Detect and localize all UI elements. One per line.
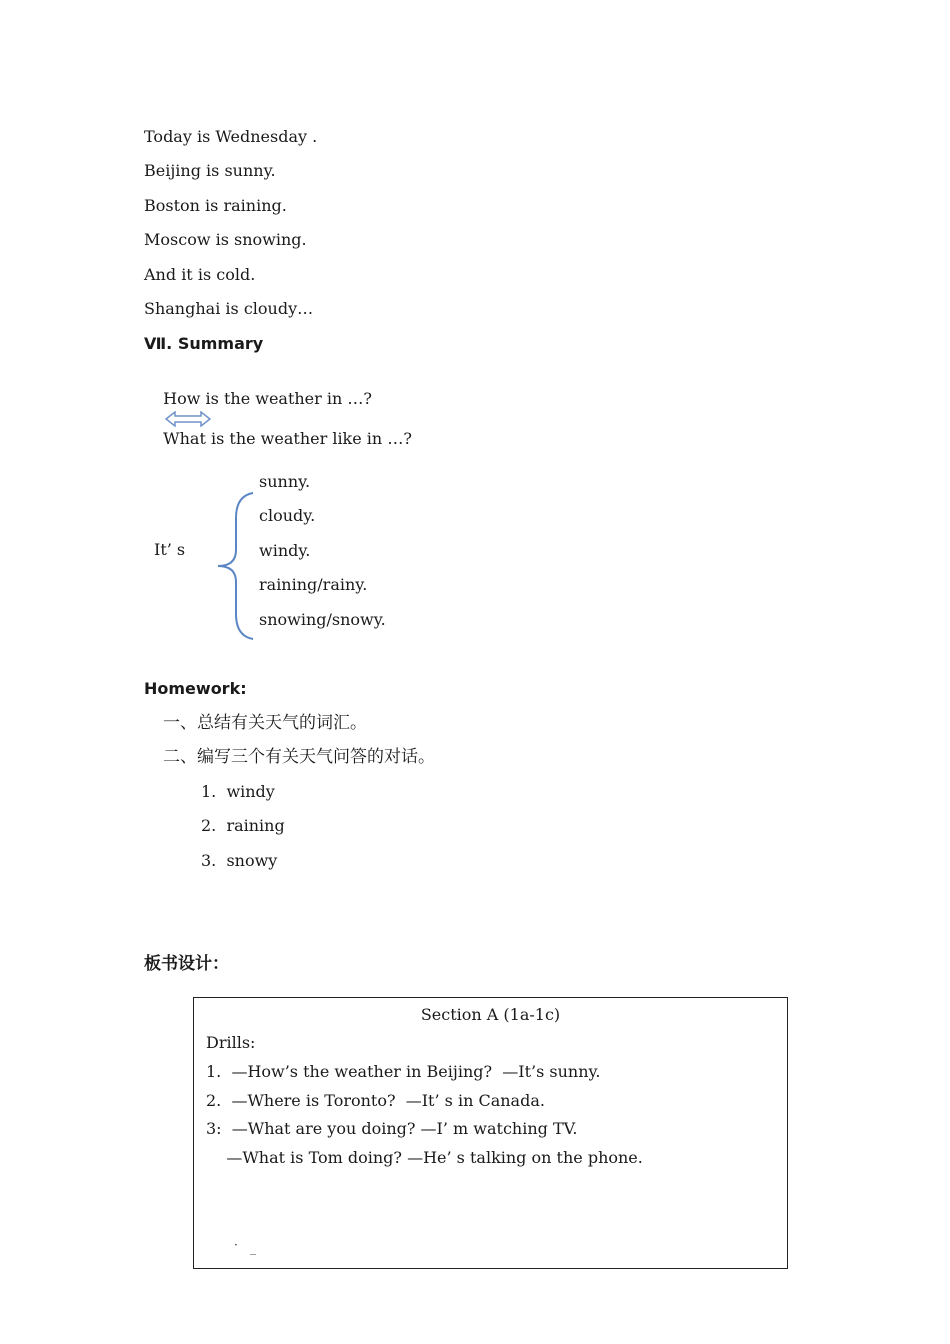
homework-item: 二、编写三个有关天气问答的对话。	[163, 747, 435, 767]
summary-left-question: How is the weather in …?	[163, 388, 372, 408]
passage-line: Today is Wednesday .	[144, 127, 318, 146]
homework-heading: Homework:	[144, 679, 247, 698]
weather-option: snowing/snowy.	[259, 610, 386, 629]
board-title: Section A (1a-1c)	[420, 1005, 561, 1024]
weather-option: windy.	[259, 541, 311, 560]
homework-item: 一、总结有关天气的词汇。	[163, 713, 367, 733]
passage-line: Shanghai is cloudy…	[144, 299, 314, 318]
numbered-item: 3. snowy	[201, 851, 278, 870]
stray-mark: ‾	[250, 1252, 256, 1266]
passage-line: And it is cold.	[144, 265, 256, 284]
summary-right-question: What is the weather like in …?	[163, 429, 412, 448]
its-lead: It’ s	[154, 540, 186, 559]
board-line: Drills:	[206, 1033, 256, 1052]
weather-option: sunny.	[259, 472, 311, 491]
board-line: 2. —Where is Toronto? —It’ s in Canada.	[206, 1091, 545, 1110]
board-line: 1. —How’s the weather in Beijing? —It’s sunny.	[206, 1062, 601, 1081]
weather-option: cloudy.	[259, 506, 316, 525]
numbered-item: 1. windy	[201, 782, 275, 801]
board-line: —What is Tom doing? —He’ s talking on the phone.	[206, 1148, 643, 1167]
board-line: 3: —What are you doing? —I’ m watching TV.	[206, 1119, 578, 1138]
weather-option: raining/rainy.	[259, 575, 368, 594]
passage-line: Beijing is sunny.	[144, 161, 276, 180]
stray-mark: ·	[234, 1238, 238, 1252]
passage-line: Boston is raining.	[144, 196, 287, 215]
board-box	[193, 997, 788, 1269]
curly-brace-icon	[212, 490, 256, 642]
passage-line: Moscow is snowing.	[144, 230, 307, 249]
summary-heading: Ⅶ. Summary	[144, 334, 264, 353]
numbered-item: 2. raining	[201, 816, 285, 835]
summary-row	[153, 368, 412, 449]
board-heading: 板书设计：	[144, 954, 229, 974]
double-arrow-icon	[165, 411, 211, 427]
